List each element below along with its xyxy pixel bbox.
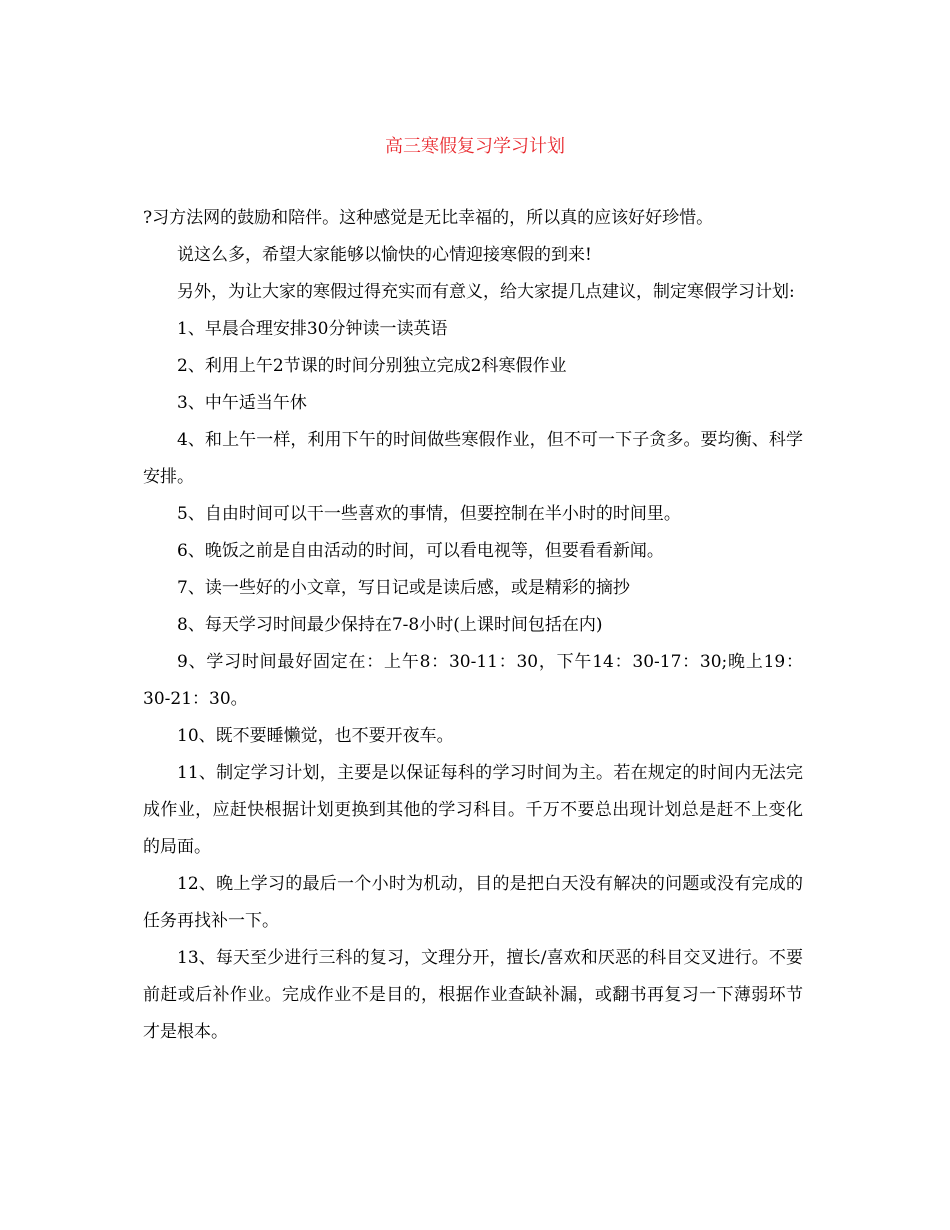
list-item: 7、读一些好的小文章，写日记或是读后感，或是精彩的摘抄 bbox=[177, 578, 630, 598]
list-item: 10、既不要睡懒觉，也不要开夜车。 bbox=[177, 726, 454, 746]
list-item: 4、和上午一样，利用下午的时间做些寒假作业，但不可一下子贪多。要均衡、科学安排。 bbox=[143, 430, 803, 487]
list-item: 11、制定学习计划，主要是以保证每科的学习时间为主。若在规定的时间内无法完成作业，应赶快根据计划更换到其他的学习科目。千万不要总出现计划总是赶不上变化的局面。 bbox=[143, 763, 803, 857]
list-item: 12、晚上学习的最后一个小时为机动，目的是把白天没有解决的问题或没有完成的任务再找补一下。 bbox=[143, 874, 803, 931]
list-item: 3、中午适当午休 bbox=[177, 393, 307, 413]
paragraph: 说这么多，希望大家能够以愉快的心情迎接寒假的到来! bbox=[177, 245, 592, 265]
list-item: 9、学习时间最好固定在：上午8：30-11：30，下午14：30-17：30;晚上19：30-21：30。 bbox=[143, 652, 803, 709]
list-item: 5、自由时间可以干一些喜欢的事情，但要控制在半小时的时间里。 bbox=[177, 504, 681, 524]
list-item: 13、每天至少进行三科的复习，文理分开，擅长/喜欢和厌恶的科目交叉进行。不要前赶或后补作业。完成作业不是目的，根据作业查缺补漏，或翻书再复习一下薄弱环节才是根本。 bbox=[143, 948, 803, 1042]
paragraph: ?习方法网的鼓励和陪伴。这种感觉是无比幸福的，所以真的应该好好珍惜。 bbox=[143, 208, 714, 228]
list-item: 2、利用上午2节课的时间分别独立完成2科寒假作业 bbox=[177, 356, 567, 376]
list-item: 8、每天学习时间最少保持在7-8小时(上课时间包括在内) bbox=[177, 615, 603, 635]
list-item: 6、晚饭之前是自由活动的时间，可以看电视等，但要看看新闻。 bbox=[177, 541, 664, 561]
paragraph: 另外，为让大家的寒假过得充实而有意义，给大家提几点建议，制定寒假学习计划: bbox=[177, 282, 795, 302]
list-item: 1、早晨合理安排30分钟读一读英语 bbox=[177, 319, 448, 339]
document-title: 高三寒假复习学习计划 bbox=[385, 136, 565, 157]
document-body bbox=[143, 200, 803, 1051]
